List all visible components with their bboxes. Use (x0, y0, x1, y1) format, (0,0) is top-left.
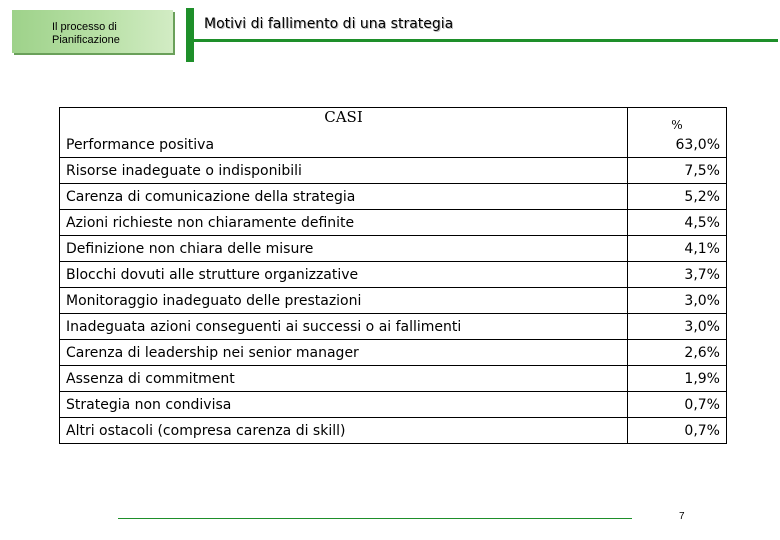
percent-cell: 63,0% (628, 132, 727, 158)
slide-title: Motivi di fallimento di una strategia (204, 16, 454, 32)
table-row (60, 288, 727, 314)
column-header-casi: CASI (60, 108, 628, 133)
percent-cell: 0,7% (628, 418, 727, 444)
caso-cell: Performance positiva (60, 132, 628, 158)
table-row (60, 158, 727, 184)
page-number: 7 (679, 511, 685, 522)
caso-cell: Risorse inadeguate o indisponibili (60, 158, 628, 184)
percent-cell: 3,7% (628, 262, 727, 288)
caso-cell: Strategia non condivisa (60, 392, 628, 418)
caso-cell: Carenza di leadership nei senior manager (60, 340, 628, 366)
percent-cell: 1,9% (628, 366, 727, 392)
caso-cell: Azioni richieste non chiaramente definite (60, 210, 628, 236)
caso-cell: Definizione non chiara delle misure (60, 236, 628, 262)
section-label: Il processo di Pianificazione (52, 21, 120, 46)
footer-divider (118, 518, 632, 519)
caso-cell: Inadeguata azioni conseguenti ai successi o ai fallimenti (60, 314, 628, 340)
caso-cell: Monitoraggio inadeguato delle prestazioni (60, 288, 628, 314)
table-row (60, 392, 727, 418)
cases-table (59, 107, 727, 444)
column-header-percent: % (628, 108, 727, 133)
percent-cell: 5,2% (628, 184, 727, 210)
table-row (60, 366, 727, 392)
percent-cell: 2,6% (628, 340, 727, 366)
header-divider (194, 39, 778, 42)
percent-cell: 4,1% (628, 236, 727, 262)
table-row (60, 340, 727, 366)
table-row (60, 262, 727, 288)
caso-cell: Blocchi dovuti alle strutture organizzative (60, 262, 628, 288)
percent-cell: 0,7% (628, 392, 727, 418)
percent-cell: 7,5% (628, 158, 727, 184)
table-row (60, 132, 727, 158)
table-row (60, 184, 727, 210)
caso-cell: Altri ostacoli (compresa carenza di skill) (60, 418, 628, 444)
percent-cell: 4,5% (628, 210, 727, 236)
caso-cell: Assenza di commitment (60, 366, 628, 392)
table-row (60, 210, 727, 236)
table-header-row (60, 108, 727, 133)
table-row (60, 236, 727, 262)
caso-cell: Carenza di comunicazione della strategia (60, 184, 628, 210)
table-row (60, 314, 727, 340)
table-row (60, 418, 727, 444)
percent-cell: 3,0% (628, 314, 727, 340)
percent-cell: 3,0% (628, 288, 727, 314)
vertical-accent-bar (186, 8, 194, 62)
